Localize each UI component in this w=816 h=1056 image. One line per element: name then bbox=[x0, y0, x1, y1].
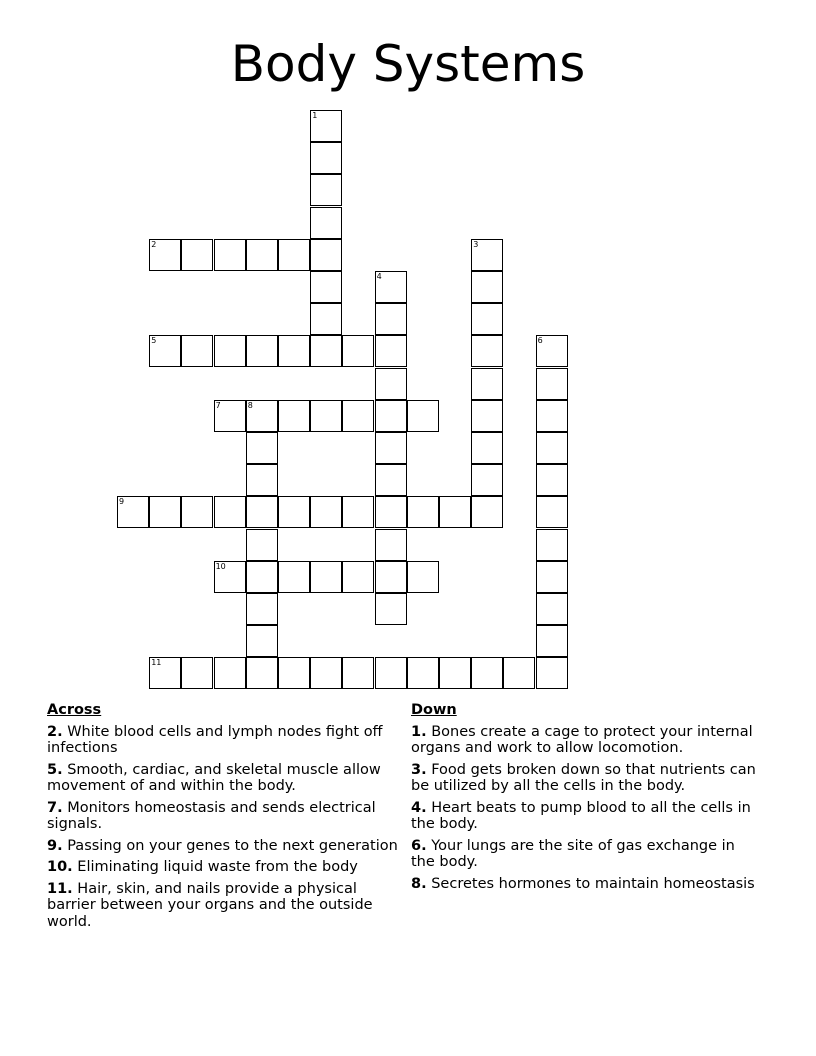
crossword-cell[interactable] bbox=[536, 432, 568, 464]
crossword-cell[interactable] bbox=[278, 239, 310, 271]
crossword-cell[interactable] bbox=[214, 239, 246, 271]
crossword-cell[interactable] bbox=[375, 400, 407, 432]
cell-number: 10 bbox=[215, 561, 226, 571]
clue-text: Passing on your genes to the next generation bbox=[67, 837, 398, 854]
across-clue bbox=[47, 881, 402, 931]
crossword-cell[interactable] bbox=[536, 593, 568, 625]
crossword-cell[interactable] bbox=[246, 239, 278, 271]
clue-text: Your lungs are the site of gas exchange in the body. bbox=[411, 837, 735, 870]
across-clues bbox=[47, 702, 402, 935]
crossword-cell[interactable] bbox=[471, 464, 503, 496]
crossword-cell[interactable] bbox=[181, 657, 213, 689]
crossword-cell[interactable] bbox=[471, 368, 503, 400]
clue-text: Eliminating liquid waste from the body bbox=[77, 859, 358, 875]
across-heading: Across bbox=[47, 702, 102, 718]
clue-text: Heart beats to pump blood to all the cells in the body. bbox=[411, 799, 751, 832]
clue-text: White blood cells and lymph nodes fight off infections bbox=[47, 723, 383, 756]
crossword-cell[interactable] bbox=[342, 400, 374, 432]
crossword-cell[interactable] bbox=[375, 561, 407, 593]
clue-number: 7. bbox=[47, 799, 63, 816]
crossword-cell[interactable] bbox=[246, 657, 278, 689]
clue-number: 3. bbox=[411, 761, 427, 778]
crossword-cell[interactable] bbox=[407, 496, 439, 528]
down-clue bbox=[411, 838, 756, 871]
crossword-cell[interactable] bbox=[310, 335, 342, 367]
crossword-cell[interactable] bbox=[310, 239, 342, 271]
clue-text: Monitors homeostasis and sends electrical signals. bbox=[47, 799, 376, 832]
crossword-cell[interactable] bbox=[246, 496, 278, 528]
crossword-cell[interactable] bbox=[310, 142, 342, 174]
crossword-cell[interactable] bbox=[536, 657, 568, 689]
crossword-cell[interactable] bbox=[310, 271, 342, 303]
crossword-cell[interactable] bbox=[117, 496, 149, 528]
crossword-cell[interactable] bbox=[536, 529, 568, 561]
across-clue bbox=[47, 859, 402, 876]
clue-number: 1. bbox=[411, 723, 427, 740]
crossword-cell[interactable] bbox=[278, 496, 310, 528]
crossword-cell[interactable] bbox=[246, 593, 278, 625]
clue-number: 10. bbox=[47, 859, 73, 875]
crossword-cell[interactable] bbox=[536, 561, 568, 593]
crossword-cell[interactable] bbox=[375, 464, 407, 496]
crossword-cell[interactable] bbox=[536, 464, 568, 496]
cell-number: 11 bbox=[151, 658, 162, 668]
crossword-cell[interactable] bbox=[503, 657, 535, 689]
cell-number: 7 bbox=[215, 400, 221, 410]
crossword-cell[interactable] bbox=[375, 303, 407, 335]
crossword-cell[interactable] bbox=[536, 625, 568, 657]
clue-number: 11. bbox=[47, 880, 73, 897]
crossword-cell[interactable] bbox=[471, 271, 503, 303]
crossword-cell[interactable] bbox=[214, 561, 246, 593]
crossword-cell[interactable] bbox=[278, 335, 310, 367]
down-clues bbox=[411, 702, 756, 897]
crossword-cell[interactable] bbox=[310, 496, 342, 528]
cell-number: 3 bbox=[473, 239, 479, 249]
cell-number: 6 bbox=[537, 336, 543, 346]
clue-number: 8. bbox=[411, 875, 427, 892]
crossword-cell[interactable] bbox=[471, 400, 503, 432]
clue-text: Secretes hormones to maintain homeostasis bbox=[431, 875, 755, 892]
crossword-cell[interactable] bbox=[149, 239, 181, 271]
crossword-cell[interactable] bbox=[181, 239, 213, 271]
crossword-cell[interactable] bbox=[471, 239, 503, 271]
page-title: Body Systems bbox=[230, 35, 586, 93]
crossword-cell[interactable] bbox=[342, 496, 374, 528]
crossword-cell[interactable] bbox=[375, 368, 407, 400]
clue-text: Bones create a cage to protect your internal organs and work to allow locomotion. bbox=[411, 723, 753, 756]
crossword-cell[interactable] bbox=[471, 432, 503, 464]
across-clue bbox=[47, 800, 402, 833]
crossword-cell[interactable] bbox=[439, 496, 471, 528]
crossword-cell[interactable] bbox=[310, 207, 342, 239]
clue-number: 2. bbox=[47, 723, 63, 740]
cell-number: 9 bbox=[119, 497, 125, 507]
clue-text: Smooth, cardiac, and skeletal muscle allow movement of and within the body. bbox=[47, 761, 381, 794]
clue-number: 5. bbox=[47, 761, 63, 778]
cell-number: 8 bbox=[247, 400, 253, 410]
crossword-cell[interactable] bbox=[246, 464, 278, 496]
crossword-cell[interactable] bbox=[149, 335, 181, 367]
across-clue bbox=[47, 838, 402, 855]
crossword-cell[interactable] bbox=[214, 335, 246, 367]
crossword-cell[interactable] bbox=[278, 400, 310, 432]
down-clue bbox=[411, 762, 756, 795]
crossword-cell[interactable] bbox=[536, 335, 568, 367]
crossword-cell[interactable] bbox=[536, 400, 568, 432]
crossword-cell[interactable] bbox=[375, 657, 407, 689]
crossword-cell[interactable] bbox=[278, 657, 310, 689]
crossword-cell[interactable] bbox=[181, 496, 213, 528]
clue-number: 9. bbox=[47, 837, 63, 854]
cell-number: 5 bbox=[151, 336, 157, 346]
crossword-cell[interactable] bbox=[471, 303, 503, 335]
crossword-cell[interactable] bbox=[536, 368, 568, 400]
crossword-cell[interactable] bbox=[375, 432, 407, 464]
crossword-cell[interactable] bbox=[310, 400, 342, 432]
crossword-cell[interactable] bbox=[471, 657, 503, 689]
crossword-cell[interactable] bbox=[214, 400, 246, 432]
down-clue bbox=[411, 876, 756, 893]
crossword-cell[interactable] bbox=[310, 657, 342, 689]
down-clue bbox=[411, 724, 756, 757]
down-heading: Down bbox=[411, 702, 457, 718]
crossword-cell[interactable] bbox=[214, 657, 246, 689]
crossword-cell[interactable] bbox=[407, 561, 439, 593]
crossword-cell[interactable] bbox=[149, 657, 181, 689]
crossword-cell[interactable] bbox=[536, 496, 568, 528]
cell-number: 4 bbox=[376, 272, 382, 281]
clue-text: Food gets broken down so that nutrients can be utilized by all the cells in the body. bbox=[411, 761, 756, 794]
cell-number: 1 bbox=[312, 111, 318, 120]
crossword-cell[interactable] bbox=[310, 174, 342, 206]
crossword-cell[interactable] bbox=[246, 335, 278, 367]
crossword-cell[interactable] bbox=[375, 593, 407, 625]
crossword-cell[interactable] bbox=[342, 561, 374, 593]
crossword-cell[interactable] bbox=[310, 303, 342, 335]
crossword-cell[interactable] bbox=[375, 335, 407, 367]
clue-text: Hair, skin, and nails provide a physical barrier between your organs and the outside world. bbox=[47, 880, 373, 930]
cell-number: 2 bbox=[151, 239, 157, 249]
crossword-cell[interactable] bbox=[471, 335, 503, 367]
crossword-cell[interactable] bbox=[246, 432, 278, 464]
crossword-cell[interactable] bbox=[439, 657, 471, 689]
crossword-cell[interactable] bbox=[375, 271, 407, 303]
crossword-cell[interactable] bbox=[278, 561, 310, 593]
crossword-cell[interactable] bbox=[310, 561, 342, 593]
across-clue bbox=[47, 762, 402, 795]
crossword-cell[interactable] bbox=[214, 496, 246, 528]
crossword-cell[interactable] bbox=[375, 496, 407, 528]
clue-number: 4. bbox=[411, 799, 427, 816]
crossword-cell[interactable] bbox=[246, 400, 278, 432]
down-clue bbox=[411, 800, 756, 833]
crossword-cell[interactable] bbox=[246, 529, 278, 561]
clue-number: 6. bbox=[411, 837, 427, 854]
crossword-cell[interactable] bbox=[407, 400, 439, 432]
crossword-cell[interactable] bbox=[407, 657, 439, 689]
crossword-cell[interactable] bbox=[181, 335, 213, 367]
crossword-cell[interactable] bbox=[375, 529, 407, 561]
crossword-cell[interactable] bbox=[149, 496, 181, 528]
crossword-cell[interactable] bbox=[310, 110, 342, 142]
crossword-cell[interactable] bbox=[471, 496, 503, 528]
across-clue bbox=[47, 724, 402, 757]
crossword-cell[interactable] bbox=[246, 561, 278, 593]
crossword-cell[interactable] bbox=[342, 335, 374, 367]
crossword-cell[interactable] bbox=[342, 657, 374, 689]
crossword-cell[interactable] bbox=[246, 625, 278, 657]
